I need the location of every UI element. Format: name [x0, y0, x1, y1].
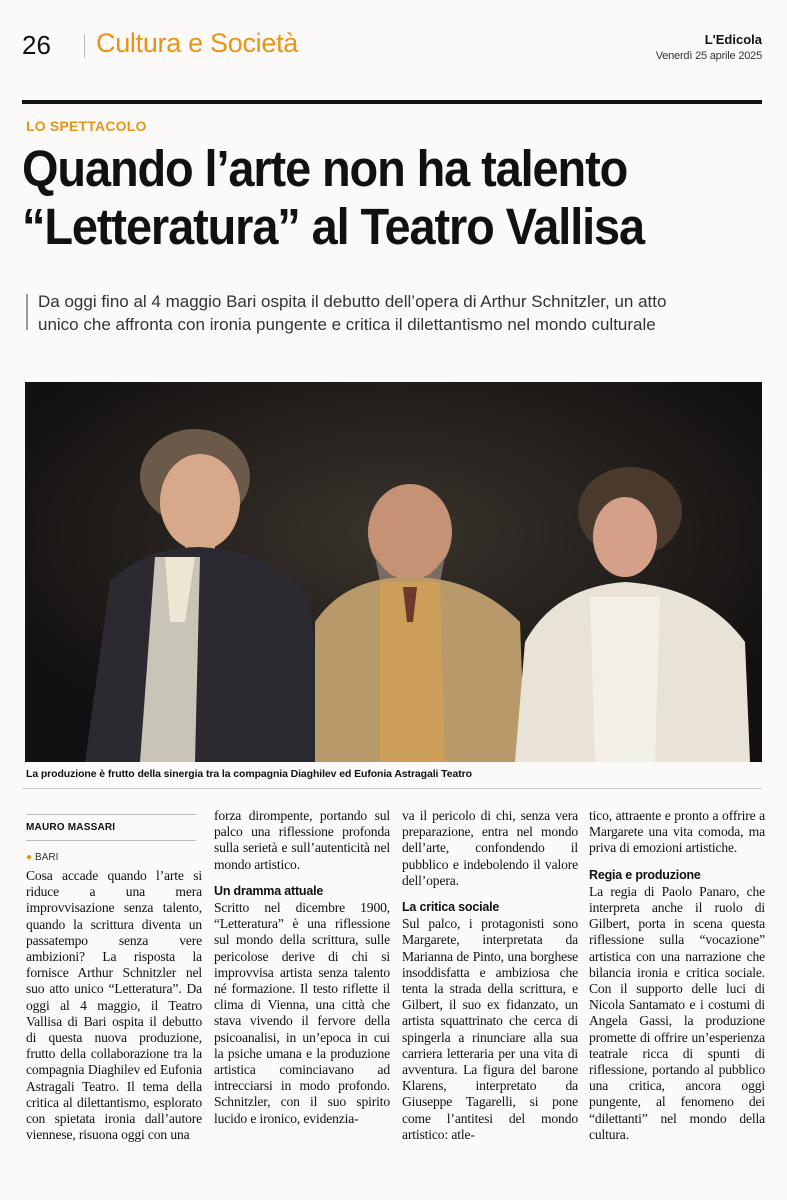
- body-paragraph: tico, attraente e pronto a offrire a Margarete una vita comoda, ma priva di emozioni artistiche.: [589, 808, 765, 856]
- header-divider: [84, 34, 85, 58]
- deck-line-2: unico che affronta con ironia pungente e critica il dilettantismo nel mondo culturale: [38, 315, 656, 334]
- body-paragraph: va il pericolo di chi, senza vera preparazione, entra nel mondo dell’arte, confondendo il pubblico e indebolendo il valore dell’opera.: [402, 808, 578, 888]
- page-number: 26: [22, 30, 51, 60]
- body-column-3: [402, 808, 578, 1143]
- subheading: Regia e produzione: [589, 867, 701, 882]
- author-byline: MAURO MASSARI: [26, 822, 116, 833]
- deck-bar: [26, 294, 28, 330]
- body-paragraph: La regia di Paolo Panaro, che interpreta anche il ruolo di Gilbert, porta in scena questa riflessione sulla “vocazione” artistica con una narrazione che bilancia ironia e critica sociale. Con il supporto delle luci di Nicola Santamato e i costumi di Angela Gassi, la produzione promette di offrire un’esperienza teatrale ricca di spunti di riflessione, portando al pubblico una critica, ancora oggi pungente, al fenomeno dei “dilettanti” nel mondo della cultura.: [589, 883, 765, 1142]
- photo-caption: La produzione è frutto della sinergia tra la compagnia Diaghilev ed Eufonia Astragali Teatro: [26, 768, 472, 780]
- headline-line-2: “Letteratura” al Teatro Vallisa: [22, 198, 645, 255]
- section-title: Cultura e Società: [96, 28, 299, 58]
- body-column-2: [214, 808, 390, 1127]
- body-paragraph: Scritto nel dicembre 1900, “Letteratura” è una riflessione sul mondo della scrittura, sulle pericolose derive di chi si improvvisa artista senza talento né formazione. Il testo riflette il clima di Vienna, una città che stava vivendo il fervore della psicoanalisi, in un’epoca in cui la psiche umana e la produzione artistica cominciavano ad intrecciarsi in modo profondo. Schnitzler, con il suo spirito lucido e ironico, evidenzia-: [214, 900, 390, 1126]
- body-paragraph: Cosa accade quando l’arte si riduce a una mera improvvisazione senza talento, quando la scrittura diventa un passatempo senza vere ambizioni? La risposta la fornisce Arthur Schnitzler nel suo atto unico “Letteratura”. Da oggi al 4 maggio, il Teatro Vallisa di Bari ospita il debutto di questa nuova produzione, frutto della collaborazione tra la compagnia Diaghilev ed Eufonia Astragali Teatro. Il tema della critica al dilettantismo, esplorato con spietata ironia dall’autore viennese, risuona oggi con una: [26, 868, 202, 1143]
- body-paragraph: forza dirompente, portando sul palco una riflessione profonda sulla serietà e sull’autenticità nel mondo artistico.: [214, 808, 390, 872]
- map-pin-icon: ●: [26, 852, 33, 863]
- stage-photo-illustration: [25, 382, 762, 762]
- byline-rule-bottom: [26, 840, 196, 841]
- issue-date: Venerdì 25 aprile 2025: [655, 50, 762, 62]
- article-headline: [22, 140, 712, 256]
- body-paragraph: Sul palco, i protagonisti sono Margarete, interpretata da Marianna de Pinto, una borghese insoddisfatta e ambiziosa che tenta la strada della scrittura, e Gilbert, il suo ex fidanzato, un artista squattrinato che cerca di spingerla a rinunciare alla sua carriera letteraria per una vita di avventura. La figura del barone Klarens, interpretato da Giuseppe Tagarelli, si pone come l’antitesi del mondo artistico: atle-: [402, 916, 578, 1142]
- headline-line-1: Quando l’arte non ha talento: [22, 140, 628, 197]
- subheading: La critica sociale: [402, 900, 500, 915]
- byline-rule-top: [26, 814, 196, 815]
- body-column-1: [26, 868, 202, 1143]
- article-deck: [30, 290, 760, 336]
- page-header: [22, 26, 762, 66]
- dateline: [26, 852, 58, 863]
- newspaper-name: L'Edicola: [704, 32, 762, 47]
- subheading: Un dramma attuale: [214, 883, 324, 898]
- dateline-city: BARI: [35, 852, 59, 863]
- article-photo: [25, 382, 762, 762]
- caption-rule: [22, 788, 762, 789]
- header-rule: [22, 100, 762, 104]
- body-column-4: [589, 808, 765, 1143]
- deck-line-1: Da oggi fino al 4 maggio Bari ospita il debutto dell’opera di Arthur Schnitzler, un atto: [38, 292, 667, 311]
- article-kicker: LO SPETTACOLO: [26, 118, 147, 134]
